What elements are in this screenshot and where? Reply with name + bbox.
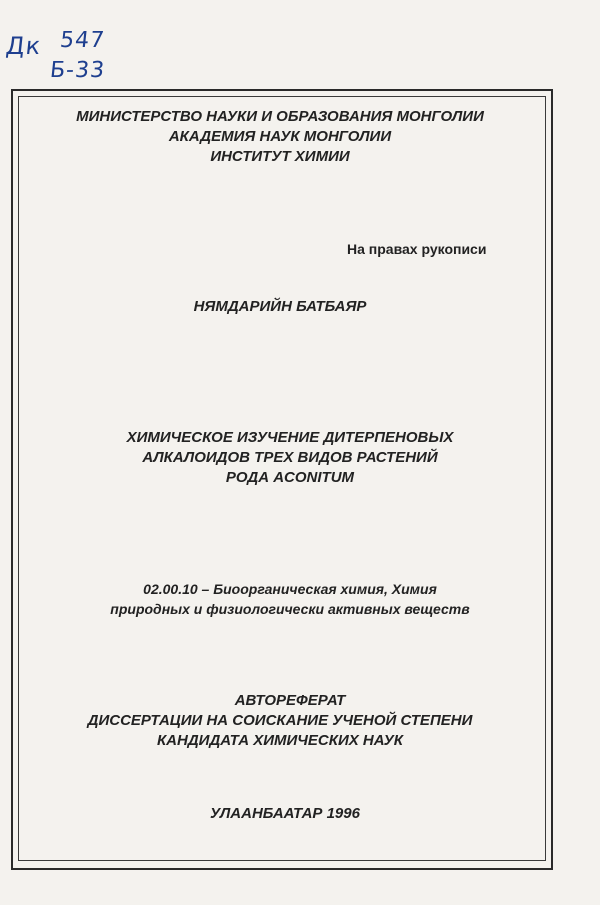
document-type: АВТОРЕФЕРАТ — [234, 692, 346, 709]
archive-mark-prefix: Дк — [4, 32, 43, 60]
place-and-year: УЛААНБААТАР 1996 — [210, 805, 360, 822]
degree-line-2: КАНДИДАТА ХИМИЧЕСКИХ НАУК — [156, 732, 404, 749]
institute-heading: ИНСТИТУТ ХИМИИ — [210, 148, 350, 165]
ministry-heading: МИНИСТЕРСТВО НАУКИ И ОБРАЗОВАНИЯ МОНГОЛИИ — [76, 108, 484, 125]
thesis-title-line-3: РОДА ACONITUM — [225, 469, 355, 486]
specialty-line-1: 02.00.10 – Биоорганическая химия, Химия — [143, 581, 437, 597]
manuscript-rights-note: На правах рукописи — [347, 241, 487, 257]
degree-line-1: ДИССЕРТАЦИИ НА СОИСКАНИЕ УЧЕНОЙ СТЕПЕНИ — [87, 712, 473, 729]
thesis-title-line-2: АЛКАЛОИДОВ ТРЕХ ВИДОВ РАСТЕНИЙ — [142, 449, 438, 466]
specialty-line-2: природных и физиологически активных веществ — [110, 601, 470, 617]
academy-heading: АКАДЕМИЯ НАУК МОНГОЛИИ — [168, 128, 392, 145]
thesis-title-line-1: ХИМИЧЕСКОЕ ИЗУЧЕНИЕ ДИТЕРПЕНОВЫХ — [126, 429, 454, 446]
archive-mark-number: 547 — [58, 28, 107, 53]
author-name: НЯМДАРИЙН БАТБАЯР — [193, 298, 367, 315]
archive-mark-code: Б-33 — [48, 58, 107, 83]
